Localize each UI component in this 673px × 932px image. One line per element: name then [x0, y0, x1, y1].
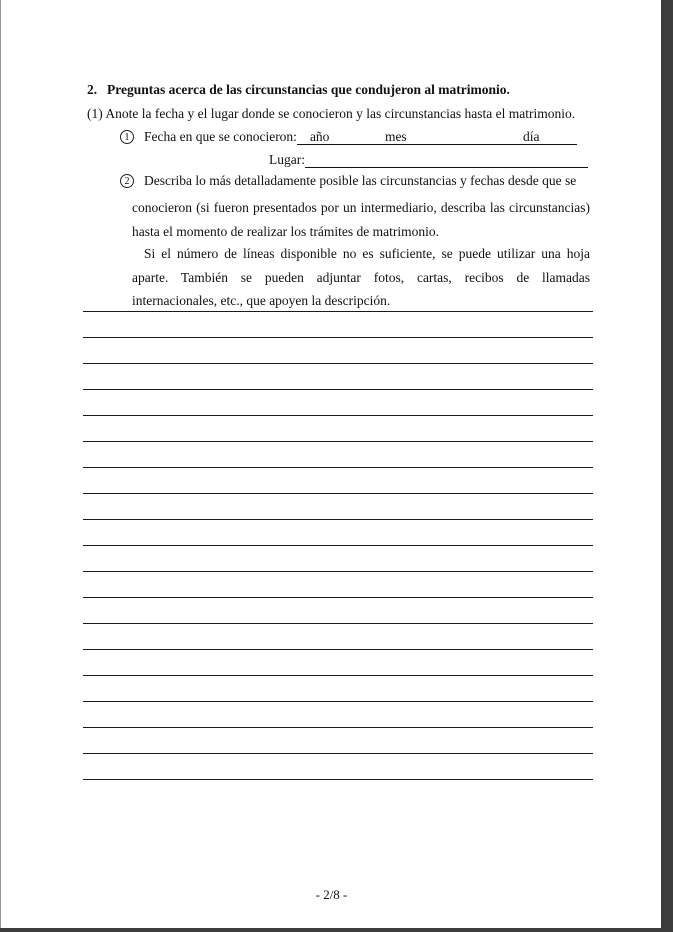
section-title	[87, 82, 510, 98]
item-2-first-line	[120, 173, 576, 189]
writing-line[interactable]	[83, 753, 593, 754]
month-label: mes	[384, 129, 407, 144]
circled-number-1: 1	[120, 130, 134, 144]
question-1-text: (1) Anote la fecha y el lugar donde se conocieron y las circunstancias hasta el matrimonio.	[87, 106, 576, 121]
writing-line[interactable]	[83, 493, 593, 494]
meeting-date-row	[120, 129, 577, 145]
meeting-date-label: Fecha en que se conocieron:	[144, 129, 297, 144]
circled-number-2: 2	[120, 174, 134, 188]
item-2-first-line-text: Describa lo más detalladamente posible las circunstancias y fechas desde que se	[144, 173, 577, 188]
writing-line[interactable]	[83, 597, 593, 598]
writing-line[interactable]	[83, 441, 593, 442]
writing-line[interactable]	[83, 363, 593, 364]
writing-line[interactable]	[83, 311, 593, 312]
year-label: año	[309, 129, 330, 144]
writing-line[interactable]	[83, 727, 593, 728]
writing-line[interactable]	[83, 701, 593, 702]
section-number: 2.	[87, 82, 98, 97]
page-number: - 2/8 -	[315, 887, 348, 902]
meeting-place-field[interactable]	[305, 152, 588, 168]
writing-line[interactable]	[83, 545, 593, 546]
writing-line[interactable]	[83, 519, 593, 520]
day-label: día	[522, 129, 540, 144]
meeting-date-field[interactable]	[297, 129, 577, 145]
section-title-text: Preguntas acerca de las circunstancias que condujeron al matrimonio.	[107, 82, 510, 97]
writing-line[interactable]	[83, 467, 593, 468]
writing-line[interactable]	[83, 779, 593, 780]
item-2-paragraph: conocieron (si fueron presentados por un intermediario, describa las circunstancias) hasta el momento de realizar los trámites de matrimonio.	[132, 200, 590, 239]
writing-line[interactable]	[83, 415, 593, 416]
writing-line[interactable]	[83, 623, 593, 624]
item-2-note: Si el número de líneas disponible no es suficiente, se puede utilizar una hoja aparte. También se pueden adjuntar fotos, cartas, recibos de llamadas internacionales, etc., que apoyen la descripción.	[132, 246, 590, 308]
meeting-place-label: Lugar:	[269, 152, 305, 167]
writing-line[interactable]	[83, 675, 593, 676]
writing-line[interactable]	[83, 389, 593, 390]
writing-line[interactable]	[83, 649, 593, 650]
writing-line[interactable]	[83, 571, 593, 572]
meeting-place-row	[269, 152, 588, 168]
writing-line[interactable]	[83, 337, 593, 338]
